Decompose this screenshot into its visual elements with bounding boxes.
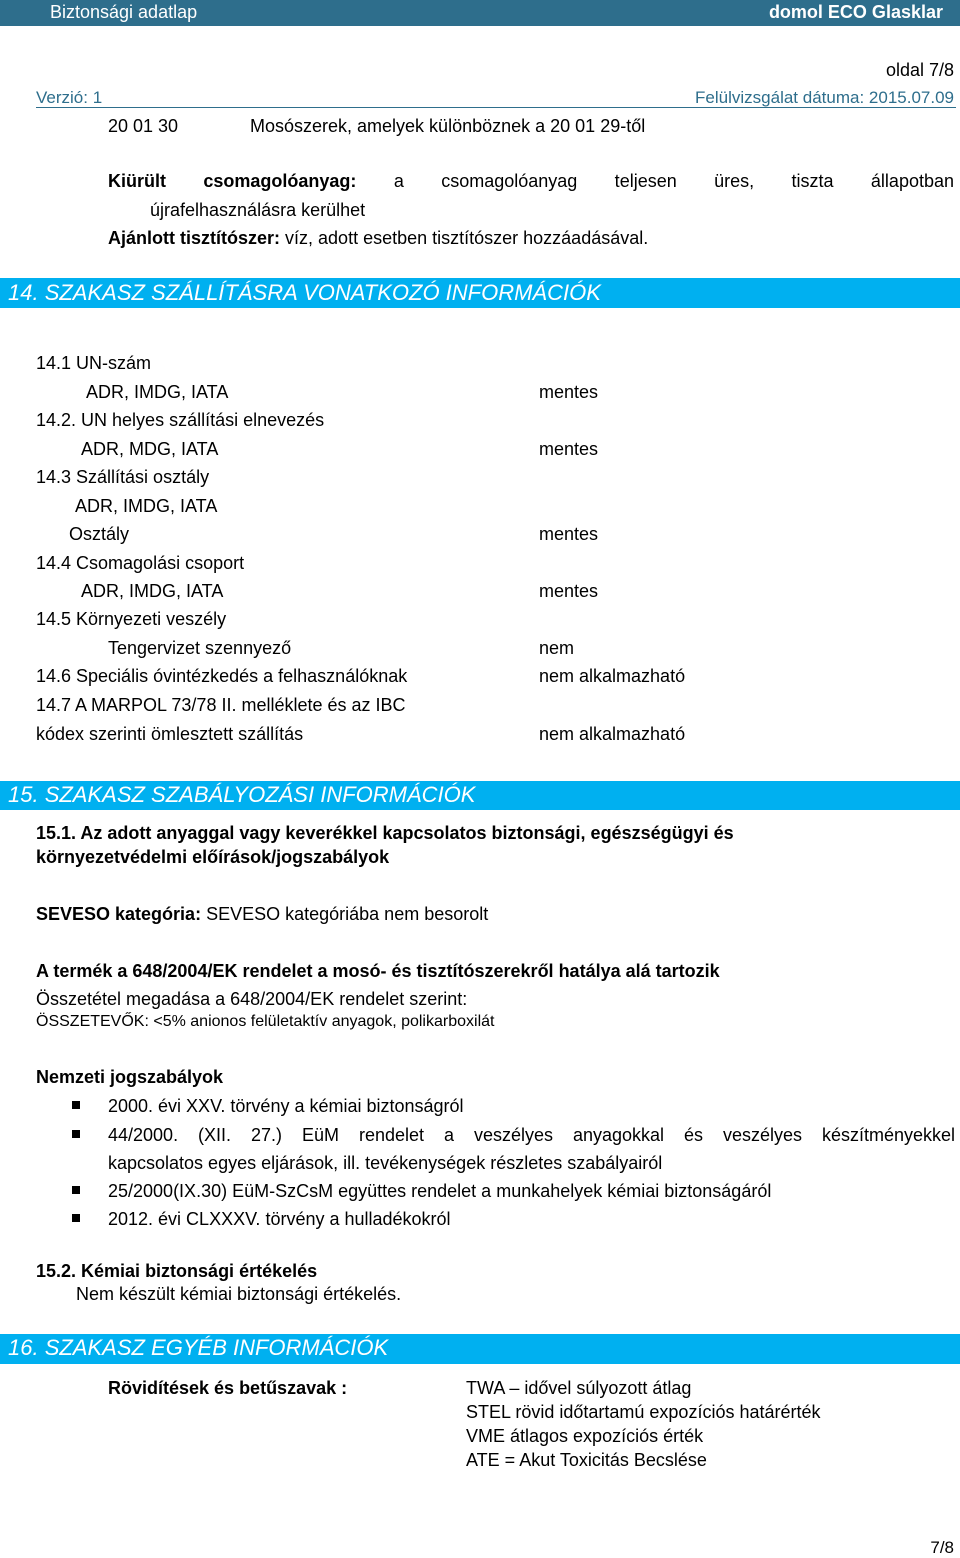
s15-2-heading: 15.2. Kémiai biztonsági értékelés (36, 1261, 318, 1281)
s14-row-7: 14.7 A MARPOL 73/78 II. melléklete és az IBC (36, 695, 406, 715)
s15-1-heading-2: környezetvédelmi előírások/jogszabályok (36, 847, 390, 867)
abbr-item: TWA – idővel súlyozott átlag (466, 1378, 692, 1398)
s14-row-6: 14.6 Speciális óvintézkedés a felhasználóknak (36, 666, 408, 686)
packaging-text: a csomagolóanyag teljesen üres, tiszta állapotban (393, 171, 954, 191)
packaging-label: Kiürült csomagolóanyag: (108, 171, 357, 191)
s14-row-5a: Tengervizet szennyező (108, 638, 292, 658)
s14-row-2a: ADR, MDG, IATA (81, 439, 219, 459)
s14-row-3: 14.3 Szállítási osztály (36, 467, 210, 487)
law-3: 25/2000(IX.30) EüM-SzCsM együttes rendelet a munkahelyek kémiai biztonságáról (108, 1181, 772, 1201)
header-divider (36, 107, 956, 108)
law-1: 2000. évi XXV. törvény a kémiai biztonságról (108, 1096, 464, 1116)
s14-row-4: 14.4 Csomagolási csoport (36, 553, 245, 573)
s14-row-7b: kódex szerinti ömlesztett szállítás (36, 724, 304, 744)
section-15-bar (0, 781, 960, 810)
s14-row-5: 14.5 Környezeti veszély (36, 609, 227, 629)
header-bar (0, 0, 960, 26)
s15-2-text: Nem készült kémiai biztonsági értékelés. (76, 1284, 402, 1304)
packaging-line (108, 171, 954, 192)
cleaner-label: Ajánlott tisztítószer: (108, 228, 281, 248)
regulation-title: A termék a 648/2004/EK rendelet a mosó- és tisztítószerekről hatálya alá tartozik (36, 961, 720, 981)
bullet-icon (72, 1214, 80, 1222)
s14-row-4a: ADR, IMDG, IATA (81, 581, 224, 601)
s14-value-3: mentes (539, 524, 599, 544)
product-name: domol ECO Glasklar (768, 2, 943, 22)
doc-type: Biztonsági adatlap (50, 2, 198, 22)
s14-row-2: 14.2. UN helyes szállítási elnevezés (36, 410, 325, 430)
regulation-line-2: ÖSSZETEVŐK: <5% anionos felületaktív anyagok, polikarboxilát (36, 1013, 495, 1030)
s14-row-1: 14.1 UN-szám (36, 353, 152, 373)
bullet-icon (72, 1186, 80, 1194)
section-16-bar (0, 1334, 960, 1364)
abbr-label: Rövidítések és betűszavak : (108, 1378, 348, 1398)
s14-value-2: mentes (539, 439, 599, 459)
seveso-line (36, 904, 488, 925)
seveso-label: SEVESO kategória: (36, 904, 202, 924)
abbr-item: ATE = Akut Toxicitás Becslése (466, 1450, 707, 1470)
bullet-icon (72, 1101, 80, 1109)
s14-row-3b: Osztály (69, 524, 130, 544)
law-2: 44/2000. (XII. 27.) EüM rendelet a veszélyes anyagokkal és veszélyes készítményekkel (108, 1125, 955, 1145)
s14-value-4: mentes (539, 581, 599, 601)
s14-value-7: nem alkalmazható (539, 724, 686, 744)
seveso-text: SEVESO kategóriába nem besorolt (206, 904, 489, 924)
section-14-title: 14. SZAKASZ SZÁLLÍTÁSRA VONATKOZÓ INFORMÁCIÓK (8, 280, 601, 305)
regulation-line-1: Összetétel megadása a 648/2004/EK rendelet szerint: (36, 989, 468, 1009)
waste-desc: Mosószerek, amelyek különböznek a 20 01 29-től (250, 116, 646, 136)
section-16-title: 16. SZAKASZ EGYÉB INFORMÁCIÓK (8, 1335, 389, 1360)
page-number: oldal 7/8 (885, 60, 954, 80)
law-4: 2012. évi CLXXXV. törvény a hulladékokról (108, 1209, 451, 1229)
section-14-bar (0, 278, 960, 308)
s14-row-3a: ADR, IMDG, IATA (75, 496, 218, 516)
bullet-icon (72, 1130, 80, 1138)
packaging-text-2: újrafelhasználásra kerülhet (150, 200, 366, 220)
s14-value-5: nem (539, 638, 575, 658)
version: Verzió: 1 (36, 88, 103, 107)
law-2-cont: kapcsolatos egyes eljárások, ill. tevékenységek részletes szabályairól (108, 1153, 663, 1173)
s14-value-6: nem alkalmazható (539, 666, 686, 686)
s15-1-heading: 15.1. Az adott anyaggal vagy keverékkel kapcsolatos biztonsági, egészségügyi és (36, 823, 734, 843)
cleaner-line (108, 228, 648, 249)
section-15-title: 15. SZAKASZ SZABÁLYOZÁSI INFORMÁCIÓK (8, 782, 476, 807)
abbr-item: STEL rövid időtartamú expozíciós határérték (466, 1402, 821, 1422)
waste-code: 20 01 30 (108, 116, 179, 136)
revision-date: Felülvizsgálat dátuma: 2015.07.09 (695, 88, 954, 107)
abbr-item: VME átlagos expozíciós érték (466, 1426, 704, 1446)
cleaner-text: víz, adott esetben tisztítószer hozzáadásával. (285, 228, 649, 248)
footer-page: 7/8 (930, 1538, 954, 1557)
s14-row-1a: ADR, IMDG, IATA (86, 382, 229, 402)
s14-value-1: mentes (539, 382, 599, 402)
national-laws-title: Nemzeti jogszabályok (36, 1067, 224, 1087)
